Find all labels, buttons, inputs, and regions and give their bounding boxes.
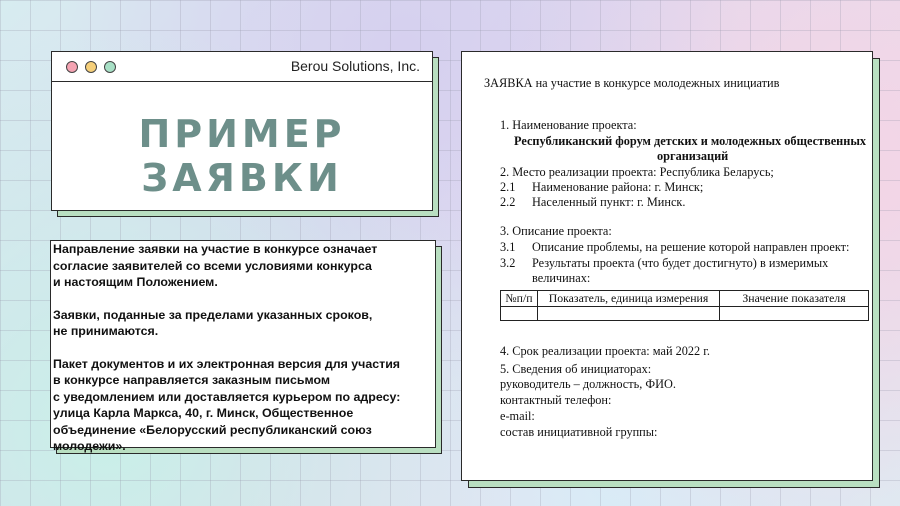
notes-panel (50, 240, 436, 453)
section-2-2-number: 2.2 (500, 195, 516, 209)
results-table (500, 290, 869, 321)
initiator-line: e-mail: (500, 409, 535, 423)
project-name: Республиканский форум детских и молодежных общественных (514, 134, 867, 148)
section-3-2-number: 3.2 (500, 256, 516, 270)
table-cell (501, 307, 538, 321)
note-paragraph-delivery (51, 356, 435, 455)
project-name-cont: организаций (657, 149, 729, 163)
section-2-1-text: Наименование района: г. Минск; (532, 180, 704, 194)
section-3-label: 3. Описание проекта: (500, 224, 612, 238)
initiator-line: состав инициативной группы: (500, 425, 658, 439)
section-3-2-text-cont: величинах: (532, 271, 591, 285)
note-line: в конкурсе направляется заказным письмом (53, 373, 331, 387)
section-4-text: 4. Срок реализации проекта: май 2022 г. (500, 344, 710, 358)
note-line: и настоящим Положением. (53, 275, 218, 289)
note-line: согласие заявителей со всеми условиями конкурса (53, 258, 372, 273)
window-title-bar (52, 52, 432, 82)
application-document (461, 51, 873, 481)
initiator-line: контактный телефон: (500, 393, 612, 407)
note-line: объединение «Белорусский республиканский союз (53, 422, 372, 437)
table-cell (720, 307, 869, 321)
note-line: Пакет документов и их электронная версия для участия (53, 356, 401, 371)
note-paragraph-submission (51, 241, 435, 291)
section-3-1-number: 3.1 (500, 240, 516, 254)
section-2-2-text: Населенный пункт: г. Минск. (532, 195, 686, 209)
table-row (501, 307, 869, 321)
page-title: ПРИМЕР ЗАЯВКИ (138, 112, 346, 200)
table-header-number: №п/п (501, 291, 538, 307)
table-header-value: Значение показателя (720, 291, 869, 307)
note-paragraph-deadline (51, 307, 435, 340)
table-header-row (501, 291, 869, 307)
note-line: молодежи». (53, 439, 126, 453)
maximize-dot-icon (104, 61, 116, 73)
section-3-1-text: Описание проблемы, на решение которой направлен проект: (532, 240, 850, 254)
initiator-line: руководитель – должность, ФИО. (500, 377, 676, 391)
table-header-indicator: Показатель, единица измерения (538, 291, 720, 307)
note-line: не принимаются. (53, 324, 159, 338)
table-cell (538, 307, 720, 321)
section-2-1-number: 2.1 (500, 180, 516, 194)
document-heading: ЗАЯВКА на участие в конкурсе молодежных инициатив (484, 76, 780, 90)
note-line: Заявки, поданные за пределами указанных сроков, (53, 307, 373, 322)
minimize-dot-icon (85, 61, 97, 73)
title-window (51, 51, 433, 211)
section-3-2-text: Результаты проекта (что будет достигнуто) в измеримых (532, 256, 829, 270)
note-line: Направление заявки на участие в конкурсе означает (53, 242, 378, 256)
section-1-label: 1. Наименование проекта: (500, 118, 637, 132)
note-line: улица Карла Маркса, 40, г. Минск, Общественное (53, 406, 354, 420)
note-line: с уведомлением или доставляется курьером по адресу: (53, 389, 401, 404)
close-dot-icon (66, 61, 78, 73)
section-2-label: 2. Место реализации проекта: Республика Беларусь; (500, 165, 774, 179)
company-name: Berou Solutions, Inc. (290, 58, 420, 74)
section-5-label: 5. Сведения об инициаторах: (500, 362, 652, 376)
